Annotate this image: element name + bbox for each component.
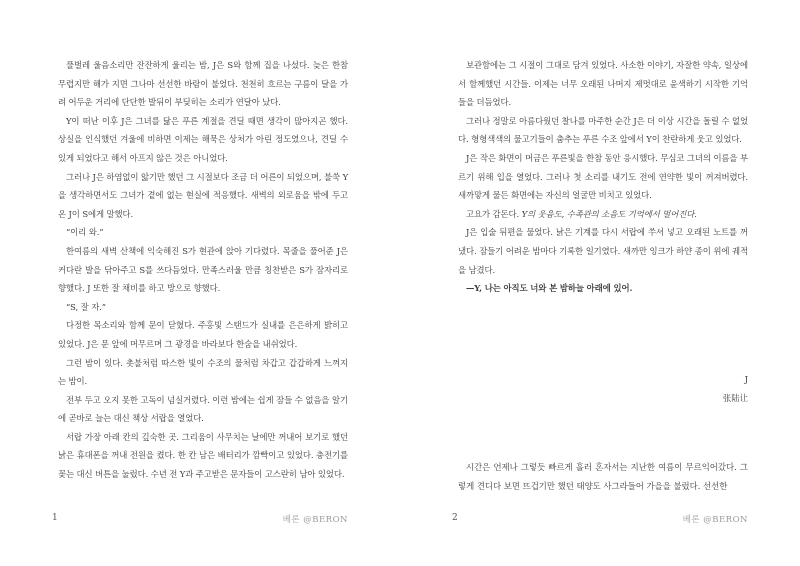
paragraph: J은 작은 화면이 머금은 푸른빛을 한참 동안 응시했다. 무심코 그녀의 이름을 부르기 위해 입을 열었다. 그러나 첫 소리를 내기도 전에 연약한 빛이 꺼져버렸다. 새까맣게 물든 화면에는 자신의 얼굴만 비치고 있었다.: [458, 152, 748, 201]
left-page-body: [58, 56, 348, 484]
quiet-prefix: 고요가 감돈다.: [466, 208, 520, 219]
running-footer: 베론 @BERON: [682, 515, 748, 525]
paragraph: 보관함에는 그 시절이 그대로 담겨 있었다. 사소한 이야기, 자잘한 약속, 일상에서 함께했던 시간들. 이제는 너무 오래된 나머지 제멋대로 윤색하기 시작한 기억들을 더듬었다.: [458, 60, 748, 108]
signature-name: 张陆让: [722, 392, 748, 403]
paragraph: 풀벌레 울음소리만 잔잔하게 울리는 밤, J은 S와 함께 집을 나섰다. 늦은 한참 무렵지만 해가 지면 그나마 선선한 바람이 불었다. 천천히 흐르는 구름이 달을 가려 어두운 거리에 단단한 발뒤이 부딪히는 소리가 연달아 났다.: [58, 60, 348, 108]
paragraph: 전부 두고 오지 못한 고독이 넘실거렸다. 이런 밤에는 쉽게 잠들 수 없음을 알기에 곧바로 늘는 대신 책상 서랍을 열었다.: [58, 394, 348, 424]
page-number: 2: [452, 513, 458, 523]
quiet-italic: Y의 웃음도, 수족관의 소음도 기억에서 멀어진다.: [521, 208, 697, 219]
paragraph: 시간은 언제나 그렇듯 빠르게 흘러 혼자서는 지난한 여름이 무르익어갔다. 그렇게 견디다 보면 뜨겁기만 했던 태양도 사그라들어 가을을 불렀다. 선선한: [458, 462, 748, 491]
page-number: 1: [52, 513, 58, 523]
final-line: —Y, 나는 아직도 너와 본 밤하늘 아래에 있어.: [466, 283, 633, 294]
paragraph: 다정한 목소리와 함께 문이 닫혔다. 주홍빛 스탠드가 실내를 은은하게 밝히고 있었다. J은 문 앞에 머무르며 그 광경을 바라보다 한숨을 내쉬었다.: [58, 320, 348, 349]
signature-block: [458, 370, 748, 407]
signature-letter: J: [744, 374, 748, 384]
paragraph: J은 입술 뒤편을 물었다. 낡은 기계를 다시 서랍에 쑤셔 넣고 오래된 노트를 꺼냈다. 잠들기 어려운 밤마다 기록한 일기였다. 새까만 잉크가 하얀 종이 위에 궤적을 남겼다.: [458, 227, 748, 275]
paragraph: 그러나 정말로 아름다웠던 찰나를 마주한 순간 J은 더 이상 시간을 돌릴 수 없었다. 형형색색의 물고기들이 춤추는 푸른 수조 앞에서 Y이 찬란하게 웃고 있었다.: [458, 115, 748, 145]
right-page-body: [458, 56, 748, 298]
paragraph: 서랍 가장 아래 칸의 깊숙한 곳. 그리움이 사무치는 날에만 꺼내어 보기로 했던 낡은 휴대폰을 꺼내 전원을 켰다. 한 칸 남은 배터리가 깜빡이고 있었다. 충전기를 꽂는 대신 버튼을 눌렀다. 수년 전 Y과 주고받은 문자들이 고스란히 남아 있었다.: [58, 431, 348, 480]
running-footer: 베론 @BERON: [282, 515, 348, 525]
right-page: [400, 0, 800, 566]
dialogue-line: “S, 잘 자.”: [66, 301, 106, 312]
paragraph: 그런 밤이 있다. 촛불처럼 따스한 빛이 수조의 물처럼 차갑고 갑갑하게 느껴지는 밤이.: [58, 357, 348, 387]
dialogue-line: “이리 와.”: [66, 227, 104, 238]
paragraph: 한여름의 새벽 산책에 익숙해진 S가 현관에 앉아 기다렸다. 목줄을 풀어준 J은 커다란 발을 닦아주고 S를 쓰다듬었다. 만족스러울 만큼 칭찬받은 S가 잠자리로 향했다. J 또한 잘 채비를 하고 방으로 향했다.: [58, 245, 348, 294]
paragraph: Y이 떠난 이후 J은 그녀를 닮은 푸른 계절을 견딜 때면 생각이 많아지곤 했다. 상실을 인식했던 겨울에 비하면 이제는 해묵은 상처가 아린 정도였으나, 견딜 수 있게 되었다고 해서 아프지 않은 것은 아니었다.: [58, 115, 348, 163]
paragraph-quiet: [458, 205, 748, 224]
next-section-text: [458, 458, 748, 495]
paragraph: 그러나 J은 하염없이 앓기만 했던 그 시절보다 조금 더 어른이 되었으며, 불쑥 Y을 생각하면서도 그녀가 곁에 없는 현실에 적응했다. 새벽의 외로움을 밖에 두고 온 J이 S에게 말했다.: [58, 171, 348, 219]
